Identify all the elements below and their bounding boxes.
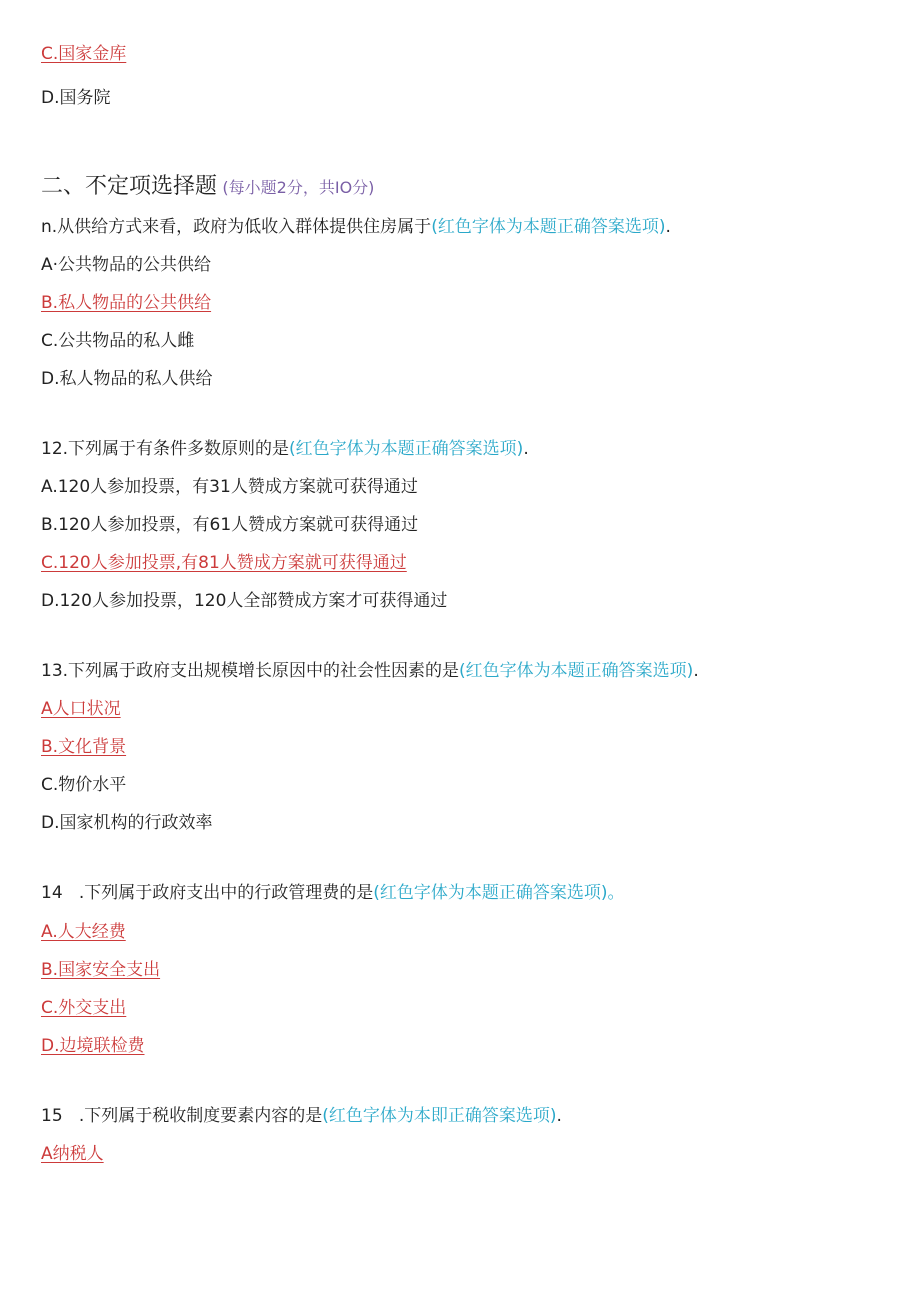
q11-option-c: C.公共物品的私人雌 bbox=[41, 331, 195, 351]
answer-hint: (红色字体为本即正确答案选项) bbox=[322, 1106, 557, 1126]
q13-option-a: A人口状况 bbox=[41, 699, 121, 719]
q13-option-c: C.物价水平 bbox=[41, 775, 127, 795]
option-d-state-council: D.国务院 bbox=[41, 88, 111, 108]
answer-hint: (红色字体为本题正确答案选项) bbox=[431, 217, 666, 237]
question-text: 14 .下列属于政府支出中的行政管理费的是 bbox=[41, 883, 374, 903]
q12-option-a: A.120人参加投票，有31人赞成方案就可获得通过 bbox=[41, 477, 418, 497]
q11-option-a: A·公共物品的公共供给 bbox=[41, 255, 212, 275]
question-end: . bbox=[556, 1106, 562, 1126]
question-12-stem bbox=[41, 438, 529, 460]
q14-option-d: D.边境联检费 bbox=[41, 1036, 145, 1056]
section-title: 二、不定项选择题 bbox=[41, 174, 218, 199]
question-text: 12.下列属于有条件多数原则的是 bbox=[41, 439, 290, 459]
option-c-national-treasury: C.国家金库 bbox=[41, 44, 127, 64]
question-end: 。 bbox=[607, 883, 625, 903]
q12-option-c: C.120人参加投票,有81人赞成方案就可获得通过 bbox=[41, 553, 407, 573]
answer-hint: (红色字体为本题正确答案选项) bbox=[289, 439, 524, 459]
q11-option-b: B.私人物品的公共供给 bbox=[41, 293, 212, 313]
q12-option-d: D.120人参加投票，120人全部赞成方案才可获得通过 bbox=[41, 591, 448, 611]
answer-hint: (红色字体为本题正确答案选项) bbox=[373, 883, 608, 903]
q13-option-b: B.文化背景 bbox=[41, 737, 127, 757]
question-end: . bbox=[523, 439, 529, 459]
q14-option-b: B.国家安全支出 bbox=[41, 960, 161, 980]
q12-option-b: B.120人参加投票，有61人赞成方案就可获得通过 bbox=[41, 515, 419, 535]
question-11-stem bbox=[41, 216, 671, 238]
question-text: 15 .下列属于税收制度要素内容的是 bbox=[41, 1106, 323, 1126]
question-end: . bbox=[693, 661, 699, 681]
section-note: (每小题2分，共IO分) bbox=[222, 178, 375, 197]
question-end: . bbox=[665, 217, 671, 237]
question-14-stem bbox=[41, 882, 625, 904]
q13-option-d: D.国家机构的行政效率 bbox=[41, 813, 213, 833]
q11-option-d: D.私人物品的私人供给 bbox=[41, 369, 213, 389]
question-13-stem bbox=[41, 660, 699, 682]
answer-hint: (红色字体为本题正确答案选项) bbox=[459, 661, 694, 681]
q14-option-c: C.外交支出 bbox=[41, 998, 127, 1018]
question-text: n.从供给方式来看，政府为低收入群体提供住房属于 bbox=[41, 217, 432, 237]
question-text: 13.下列属于政府支出规模增长原因中的社会性因素的是 bbox=[41, 661, 460, 681]
section-heading bbox=[41, 173, 374, 201]
question-15-stem bbox=[41, 1105, 562, 1127]
q14-option-a: A.人大经费 bbox=[41, 922, 126, 942]
q15-option-a: A纳税人 bbox=[41, 1144, 104, 1164]
